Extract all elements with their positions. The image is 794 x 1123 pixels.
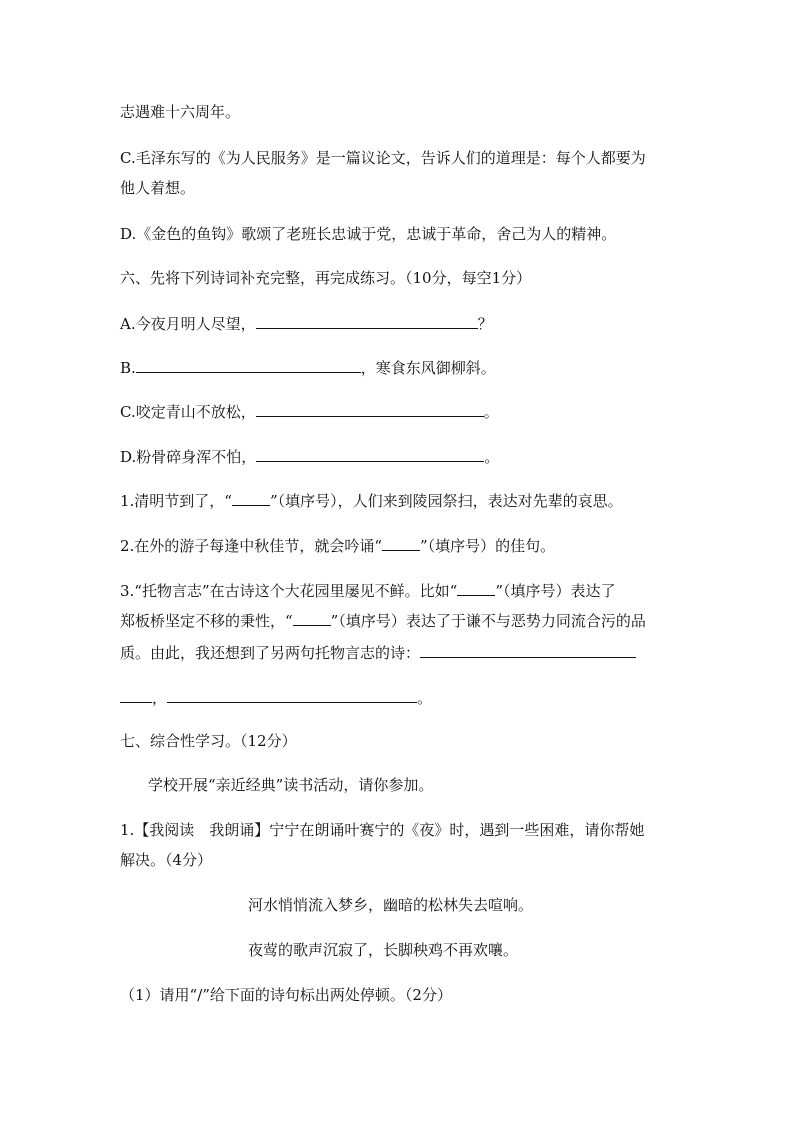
question-3-cont xyxy=(120,642,636,663)
question-1-reading: 1.【我阅读 我朗诵】宁宁在朗诵叶赛宁的《夜》时，遇到一些困难，请你帮她 xyxy=(120,821,645,839)
poem-verse: 夜莺的歌声沉寂了，长脚秧鸡不再欢嚷。 xyxy=(248,941,519,959)
question-text: 2.在外的游子每逢中秋佳节，就会吟诵“ xyxy=(120,537,382,555)
punctuation: 。 xyxy=(483,403,499,421)
question-text: ”（填序号）表达了于谦不与恶势力同流合污的品 xyxy=(330,612,646,630)
poem-line-text: D.粉骨碎身浑不怕， xyxy=(120,448,257,466)
text-line: 解决。（4分） xyxy=(120,851,213,869)
question-text: ”（填序号），人们来到陵园祭扫，表达对先辈的哀思。 xyxy=(269,492,623,510)
section-seven-heading: 七、综合性学习。（12分） xyxy=(120,732,297,750)
poem-line-text: ，寒食东风御柳斜。 xyxy=(360,359,496,377)
answer-blank[interactable] xyxy=(382,535,420,551)
poem-blank-c xyxy=(120,401,499,422)
answer-blank[interactable] xyxy=(232,490,270,506)
answer-blank[interactable] xyxy=(256,446,484,462)
question-3 xyxy=(120,580,616,601)
answer-blank[interactable] xyxy=(256,313,478,329)
question-2 xyxy=(120,535,555,556)
option-d: D.《金色的鱼钩》歌颂了老班长忠诚于党，忠诚于革命，舍己为人的精神。 xyxy=(120,225,617,243)
option-label: B. xyxy=(120,359,136,377)
option-c: C.毛泽东写的《为人民服务》是一篇议论文，告诉人们的道理是：每个人都要为 xyxy=(120,149,646,167)
activity-intro: 学校开展“亲近经典”读书活动，请你参加。 xyxy=(148,776,434,794)
poem-blank-b xyxy=(120,357,496,378)
question-text: 3.“托物言志”在古诗这个大花园里屡见不鲜。比如“ xyxy=(120,582,458,600)
punctuation: ， xyxy=(152,689,168,707)
punctuation: ？ xyxy=(477,315,493,333)
answer-blank[interactable] xyxy=(167,687,417,703)
question-text: 郑板桥坚定不移的秉性，“ xyxy=(120,612,293,630)
section-six-heading: 六、先将下列诗词补充完整，再完成练习。（10分，每空1分） xyxy=(120,269,532,287)
poem-blank-a xyxy=(120,313,493,334)
question-text: 质。由此，我还想到了另两句托物言志的诗： xyxy=(120,644,421,662)
question-3-blanks xyxy=(120,687,432,708)
text-line: 他人着想。 xyxy=(120,179,196,197)
poem-blank-d xyxy=(120,446,499,467)
answer-blank[interactable] xyxy=(420,642,636,658)
answer-blank[interactable] xyxy=(136,357,361,373)
poem-line-text: C.咬定青山不放松， xyxy=(120,403,256,421)
answer-blank[interactable] xyxy=(457,580,495,596)
poem-line-text: A.今夜月明人尽望， xyxy=(120,315,256,333)
question-1 xyxy=(120,490,623,511)
question-text: 1.清明节到了，“ xyxy=(120,492,232,510)
sub-question-1: （1）请用“/”给下面的诗句标出两处停顿。（2分） xyxy=(120,986,452,1004)
question-text: ”（填序号）表达了 xyxy=(495,582,616,600)
answer-blank[interactable] xyxy=(256,401,484,417)
punctuation: 。 xyxy=(484,448,500,466)
question-3-cont xyxy=(120,610,646,631)
text-line: 志遇难十六周年。 xyxy=(120,103,241,121)
answer-blank[interactable] xyxy=(293,610,331,626)
question-text: ”（填序号）的佳句。 xyxy=(419,537,556,555)
answer-blank[interactable] xyxy=(120,687,152,703)
punctuation: 。 xyxy=(417,689,433,707)
poem-verse: 河水悄悄流入梦乡，幽暗的松林失去喧响。 xyxy=(248,896,534,914)
